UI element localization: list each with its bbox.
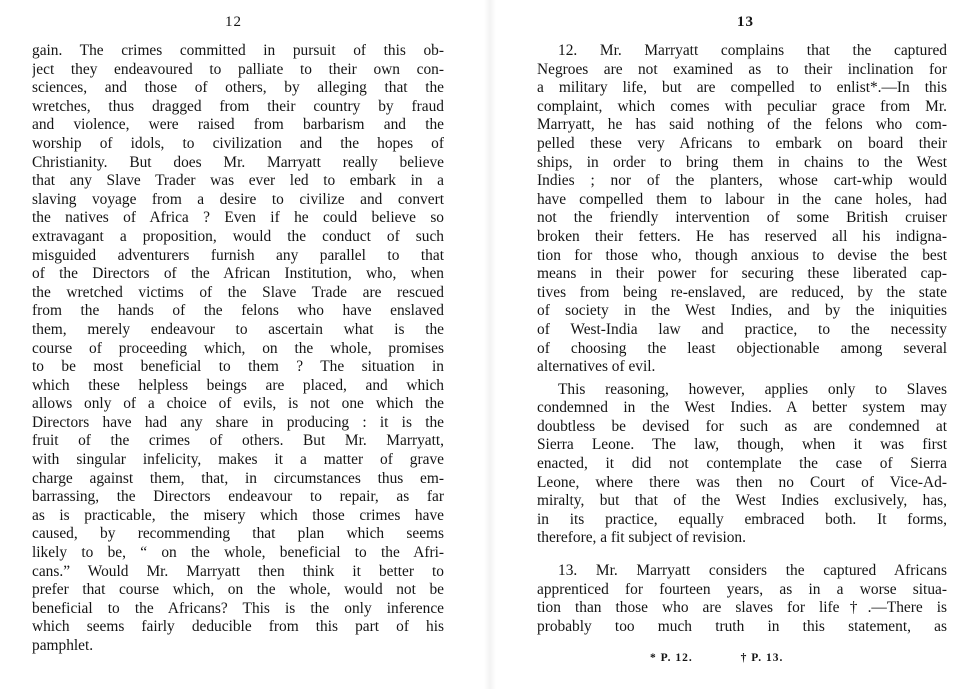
- paragraph-12-line: not the friendly intervention of some British cruiser: [537, 209, 947, 227]
- text-line: barrassing, the Directors endeavour to repair, as far: [32, 488, 444, 506]
- reasoning-paragraph-line: Sierra Leone. The law, though, when it was first: [537, 436, 947, 454]
- footnote: * P. 12.: [650, 652, 693, 664]
- text-line: charge against them, that, in circumstances thus em-: [32, 469, 444, 487]
- text-line: the wretched victims of the Slave Trade are rescued: [32, 283, 444, 301]
- paragraph-12-line: 12. Mr. Marryatt complains that the captured: [558, 42, 947, 59]
- page-number-right: 13: [737, 14, 754, 30]
- text-line: Christianity. But does Mr. Marryatt really believe: [32, 153, 444, 171]
- page-number-left: 12: [225, 14, 242, 30]
- text-line: Directors have had any share in producing : it is the: [32, 413, 444, 431]
- paragraph-12-line: of choosing the least objectionable among several: [537, 339, 947, 357]
- paragraph-13-line: 13. Mr. Marryatt considers the captured Africans: [558, 562, 947, 580]
- reasoning-paragraph-line: Leone, where there was then no Court of Vice-Ad-: [537, 473, 947, 491]
- paragraph-12-line: a military life, but are compelled to enlist*.—In this: [537, 79, 947, 97]
- text-line: cans.” Would Mr. Marryatt then think it better to: [32, 562, 444, 580]
- paragraph-13-line: tion than those who are slaves for life†.—There is: [537, 599, 947, 617]
- paragraph-12-line: ships, in order to bring them in chains to the West: [537, 153, 947, 171]
- paragraph-12-line: means in their power for securing these liberated cap-: [537, 265, 947, 283]
- text-line: that any Slave Trader was ever led to embark in a: [32, 172, 444, 190]
- text-line: the natives of Africa ? Even if he could believe so: [32, 209, 444, 227]
- paragraph-12-line: of society in the West Indies, and by the iniquities: [537, 302, 947, 320]
- reasoning-paragraph-line: in its practice, equally embraced both. It forms,: [537, 510, 947, 528]
- paragraph-13-line: probably too much truth in this statement, as: [537, 617, 947, 635]
- text-line: misguided adventurers furnish any parallel to that: [32, 246, 444, 264]
- paragraph-12-line: have compelled them to labour in the cane holes, had: [537, 190, 947, 208]
- paragraph-12-line: Marryatt, he has said nothing of the felons who com-: [537, 116, 947, 134]
- paragraph-13-line: apprenticed for fourteen years, as in a worse situa-: [537, 580, 947, 598]
- text-line: to be most beneficial to them ? The situation in: [32, 358, 444, 376]
- text-line: which these helpless beings are placed, and which: [32, 376, 444, 394]
- text-line: course of proceeding which, on the whole, promises: [32, 339, 444, 357]
- paragraph-12-line: pelled these very Africans to embark on board their: [537, 134, 947, 152]
- reasoning-paragraph-line: therefore, a fit subject of revision.: [537, 529, 746, 547]
- paragraph-12-line: tives from being re-enslaved, are reduced, by the state: [537, 283, 947, 301]
- text-line: worship of idols, to civilization and the hopes of: [32, 134, 444, 152]
- left-page-text: [32, 42, 444, 656]
- paragraph-12-line: Negroes are not examined as to their inclination for: [537, 60, 947, 78]
- text-line: slaving voyage from a desire to civilize and convert: [32, 190, 444, 208]
- text-line: them, merely endeavour to ascertain what is the: [32, 320, 444, 338]
- paragraph-12-line: of West-India law and practice, to the necessity: [537, 320, 947, 338]
- text-line: allows only of a choice of evils, is not one which the: [32, 395, 444, 413]
- paragraph-12-line: tion for those who, though anxious to devise the best: [537, 246, 947, 264]
- text-line: ject they endeavoured to palliate to their own con-: [32, 60, 444, 78]
- text-line: pamphlet.: [32, 637, 94, 654]
- text-line: beneficial to the Africans? This is the only inference: [32, 599, 444, 617]
- paragraph-12-line: broken their fetters. He has reserved all his indigna-: [537, 227, 947, 245]
- text-line: extravagant a proposition, would the conduct of such: [32, 227, 444, 245]
- text-line: with singular infelicity, makes it a matter of grave: [32, 451, 444, 469]
- text-line: prefer that course which, on the whole, would not be: [32, 581, 444, 599]
- text-line: sciences, and those of others, by alleging that the: [32, 79, 444, 97]
- text-line: fruit of the crimes of others. But Mr. Marryatt,: [32, 432, 444, 450]
- footnotes: [650, 652, 827, 664]
- reasoning-paragraph-line: condemned in the West Indies. A better system may: [537, 399, 947, 417]
- footnote: † P. 13.: [740, 652, 784, 664]
- right-page: [490, 0, 980, 689]
- reasoning-paragraph-line: This reasoning, however, applies only to Slaves: [558, 380, 947, 398]
- reasoning-paragraph-line: doubtless be devised for such as are condemned at: [537, 417, 947, 435]
- text-line: wretches, thus dragged from their country by fraud: [32, 97, 444, 115]
- text-line: and violence, were raised from barbarism and the: [32, 116, 444, 134]
- paragraph-12-line: complaint, which comes with peculiar grace from Mr.: [537, 97, 947, 115]
- text-line: as is practicable, the misery which those crimes have: [32, 506, 444, 524]
- paragraph-12-line: Indies ; nor of the planters, whose cart-whip would: [537, 172, 947, 190]
- text-line: from the hands of the felons who have enslaved: [32, 302, 444, 320]
- reasoning-paragraph-line: miralty, but that of the West Indies exclusively, has,: [537, 492, 947, 510]
- text-line: caused, by recommending that plan which seems: [32, 525, 444, 543]
- reasoning-paragraph-line: enacted, it did not contemplate the case of Sierra: [537, 455, 947, 473]
- text-line: gain. The crimes committed in pursuit of this ob-: [32, 42, 444, 59]
- text-line: of the Directors of the African Institution, who, when: [32, 265, 444, 283]
- paragraph-12-line: alternatives of evil.: [537, 358, 656, 376]
- text-line: which seems fairly deducible from this part of his: [32, 618, 444, 636]
- right-page-text: [537, 42, 947, 636]
- text-line: likely to be, “ on the whole, beneficial to the Afri-: [32, 544, 444, 562]
